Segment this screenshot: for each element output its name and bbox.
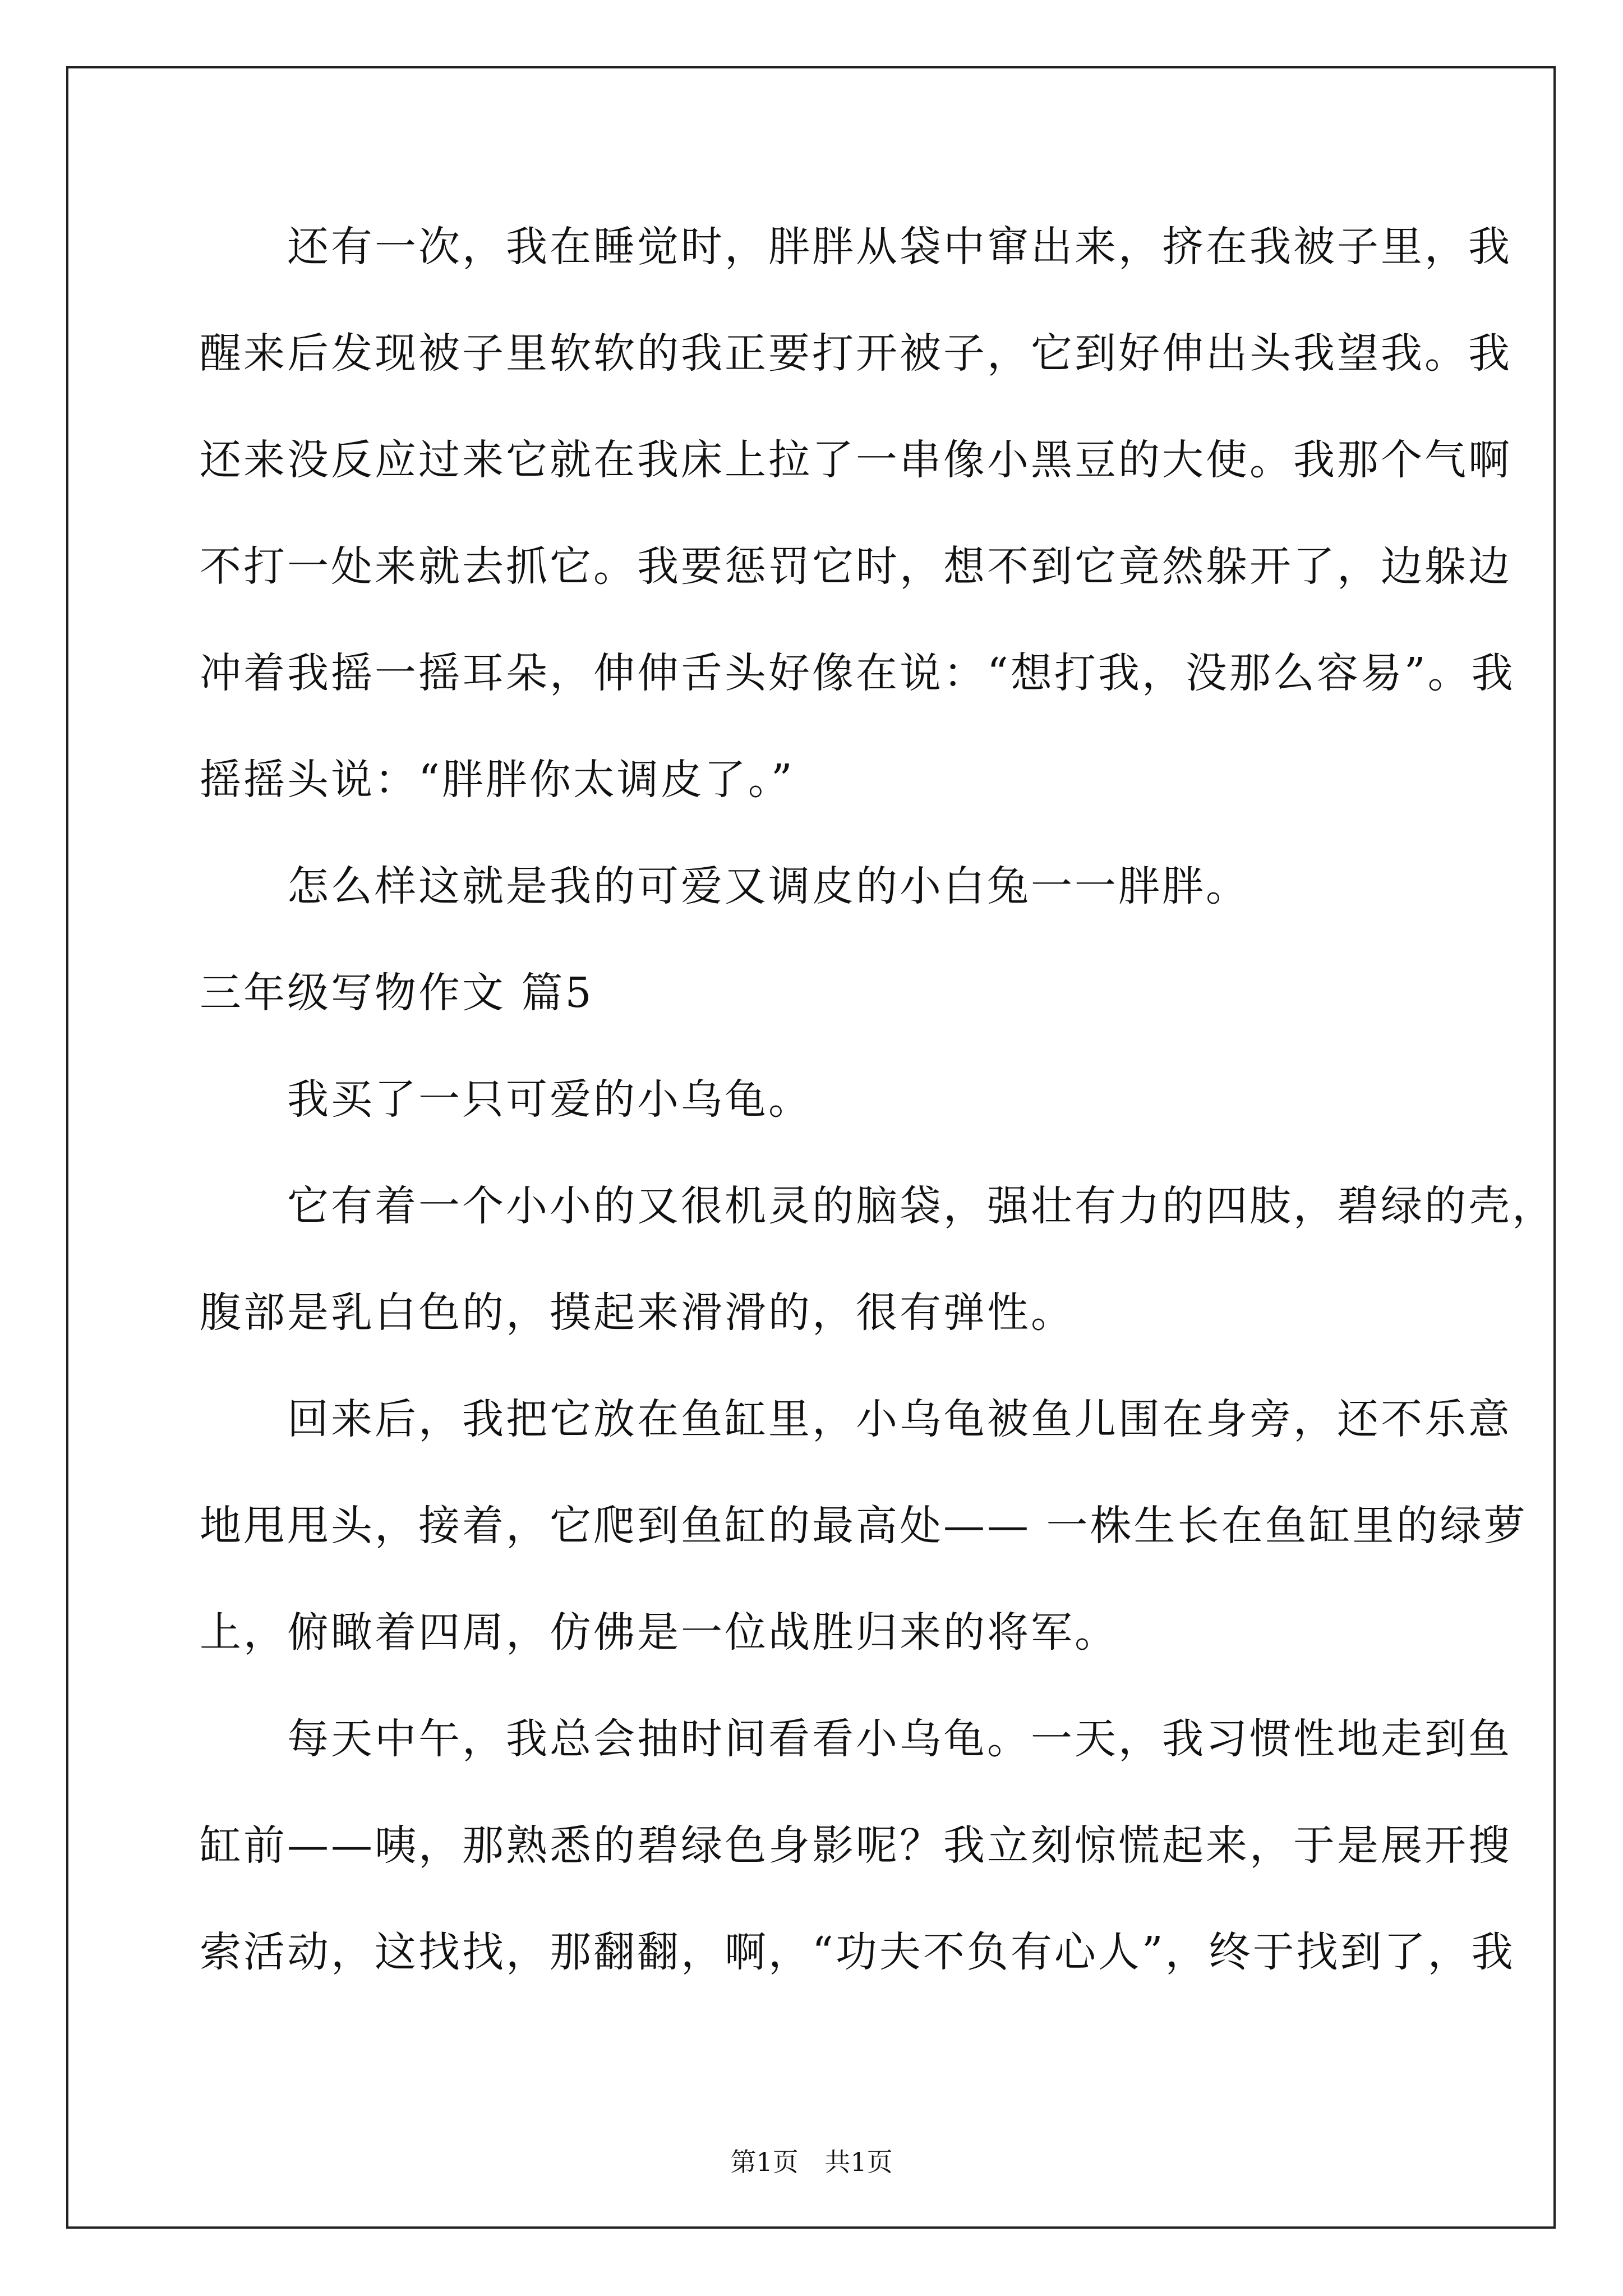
text-line: 还来没反应过来它就在我床上拉了一串像小黑豆的大使。我那个气啊 [200, 436, 1512, 484]
text-line: 怎么样这就是我的可爱又调皮的小白兔一一胖胖。 [200, 862, 1249, 910]
section-heading: 三年级写物作文 篇5 [200, 969, 594, 1017]
page-number: 第1页 [730, 2147, 799, 2177]
page-total: 共1页 [824, 2147, 893, 2177]
text-line: 每天中午，我总会抽时间看看小乌龟。一天，我习惯性地走到鱼 [200, 1715, 1512, 1763]
text-line: 摇摇头说：“胖胖你太调皮了。” [200, 756, 795, 804]
text-line: 醒来后发现被子里软软的我正要打开被子，它到好伸出头我望我。我 [200, 329, 1512, 378]
text-line: 上，俯瞰着四周，仿佛是一位战胜归来的将军。 [200, 1608, 1118, 1657]
text-line: 还有一次，我在睡觉时，胖胖从袋中窜出来，挤在我被子里，我 [200, 223, 1512, 271]
text-line: 不打一处来就去抓它。我要惩罚它时，想不到它竟然躲开了，边躲边 [200, 542, 1512, 591]
page-border [66, 66, 1556, 2229]
text-line: 冲着我摇一摇耳朵，伸伸舌头好像在说：“想打我，没那么容易”。我 [200, 649, 1515, 697]
text-line: 腹部是乳白色的，摸起来滑滑的，很有弹性。 [200, 1289, 1075, 1337]
text-line: 索活动，这找找，那翻翻，啊，“功夫不负有心人”，终于找到了，我 [200, 1928, 1515, 1976]
text-line: 它有着一个小小的又很机灵的脑袋，强壮有力的四肢，碧绿的壳， [200, 1182, 1556, 1230]
text-line: 地甩甩头，接着，它爬到鱼缸的最高处—— 一株生长在鱼缸里的绿萝 [200, 1502, 1528, 1550]
text-line: 缸前——咦，那熟悉的碧绿色身影呢？我立刻惊慌起来，于是展开搜 [200, 1821, 1512, 1870]
text-line: 回来后，我把它放在鱼缸里，小乌龟被鱼儿围在身旁，还不乐意 [200, 1395, 1512, 1443]
text-line: 我买了一只可爱的小乌龟。 [200, 1075, 812, 1124]
page-footer [0, 2142, 1623, 2179]
